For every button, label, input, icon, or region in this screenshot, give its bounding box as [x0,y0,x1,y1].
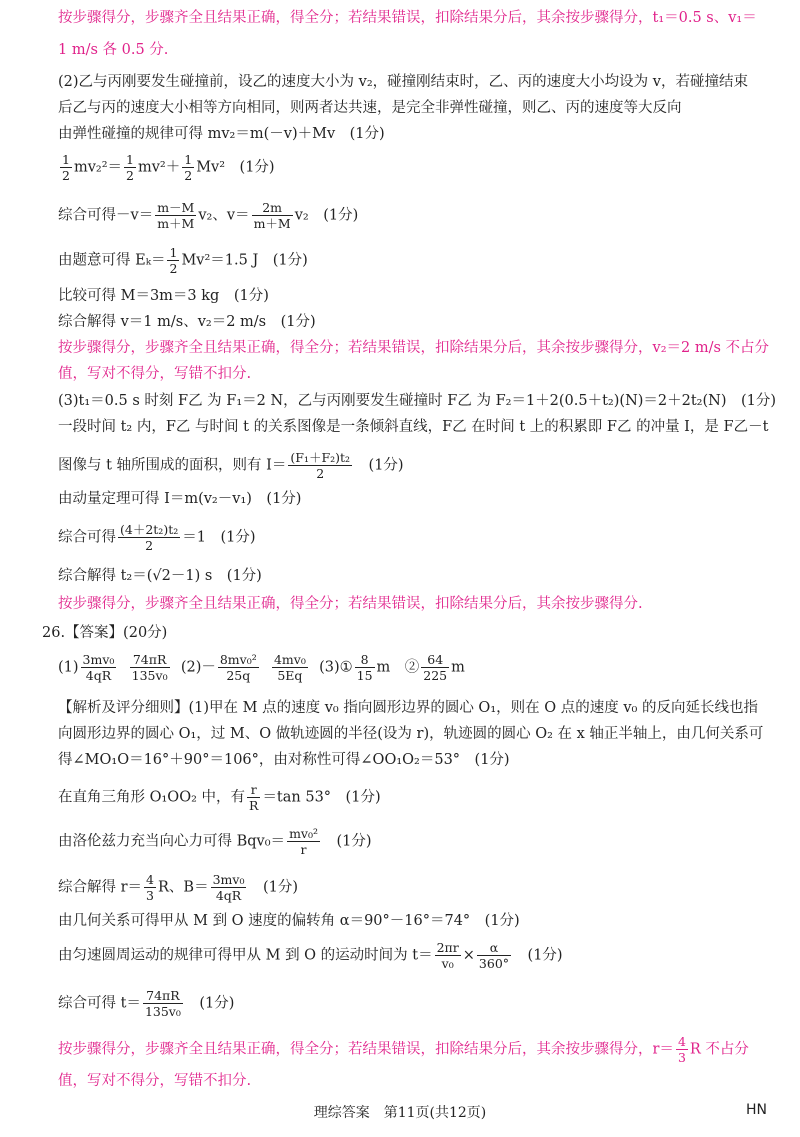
fraction: $\frac{\text{(F₁＋F₂)t₂}}{2}$ [290,450,351,481]
fraction: $\frac{\text{3mv₀}}{4qR}$ [212,872,245,903]
fraction: $\frac{74\pi R}{\text{135v₀}}$ [131,652,168,683]
scoring-note-4: 按步骤得分，步骤齐全且结果正确，得全分；若结果错误，扣除结果分后，其余按步骤得分，r＝ $\frac{4}{3}$ R 不占分 [58,1034,749,1065]
fraction: $\frac{r}{R}$ [249,782,259,813]
part2-intro: (2)乙与丙刚要发生碰撞前，设乙的速度大小为 v₂，碰撞刚结束时，乙、丙的速度大小均设为 v，若碰撞结束 [58,74,748,90]
scoring-note-2-cont: 值，写对不得分，写错不扣分. [58,366,252,382]
fraction: $\frac{4}{3}$ [146,872,154,903]
fraction: $\frac{\text{4mv₀}}{5Eq}$ [273,652,306,683]
fraction: $\frac{64}{225}$ [423,652,448,683]
scoring-note-1: 按步骤得分，步骤齐全且结果正确，得全分；若结果错误，扣除结果分后，其余按步骤得分，t₁＝0.5 s、v₁＝ [58,10,757,26]
fraction: $\frac{1}{2}$ [169,245,178,276]
lorentz-force-equation: 由洛伦兹力充当向心力可得 Bqv₀＝ $\frac{\text{mv₀²}}{r}$ (1分) [58,826,372,857]
fraction: $\frac{74\pi R}{\text{135v₀}}$ [144,988,181,1019]
velocity-result: 综合解得 v＝1 m/s、v₂＝2 m/s (1分) [58,314,316,330]
deflection-angle: 由几何关系可得甲从 M 到 O 速度的偏转角 α＝90°－16°＝74° (1分) [58,913,520,929]
kinetic-energy-equation: 由题意可得 Eₖ＝ $\frac{1}{2}$ Mv²＝1.5 J (1分) [58,245,308,276]
energy-equation: $\frac{1}{2}$ mv₂²＝ $\frac{1}{2}$ mv²＋ $\frac{1}{2}$ Mv² (1分) [62,152,275,183]
time-result: 综合可得 t＝ $\frac{74\pi R}{\text{135v₀}}$ (1分) [58,988,235,1019]
q26-answers: (1) $\frac{\text{3mv₀}}{4qR}$ $\frac{74\pi R}{\text{135v₀}}$ (2)－ $\frac{\text{8mv₀²}}{25q}$ $\frac{\text{4mv₀}}{5Eq}$ (3)① $\frac{8}{15}$ m ② $\frac{64}{225}$ m [58,652,465,683]
fraction: $\frac{\text{(4＋2t₂)t₂}}{2}$ [120,522,179,553]
fraction: $\frac{4}{3}$ [677,1034,686,1065]
combined-velocity-equation: 综合可得－v＝ $\frac{m-M}{m+M}$ v₂、v＝ $\frac{2m}{m+M}$ v₂ (1分) [58,200,359,231]
analysis-line-1: 【解析及评分细则】(1)甲在 M 点的速度 v₀ 指向圆形边界的圆心 O₁，则在 O 点的速度 v₀ 的反向延长线也指 [58,700,758,716]
region-code: HN [746,1102,767,1118]
momentum-equation: 由弹性碰撞的规律可得 mv₂＝m(－v)＋Mv (1分) [58,126,385,142]
right-triangle-equation: 在直角三角形 O₁OO₂ 中，有 $\frac{r}{R}$ ＝tan 53° (1分) [58,782,381,813]
page-footer: 理综答案 第11页(共12页) [313,1105,487,1121]
fraction: $\frac{2m}{m+M}$ [253,200,291,231]
fraction: $\frac{\text{3mv₀}}{4qR}$ [82,652,115,683]
analysis-line-3: 得∠MO₁O＝16°＋90°＝106°，由对称性可得∠OO₁O₂＝53° (1分) [58,752,510,768]
fraction: $\frac{\alpha}{360^\circ}$ [478,940,510,971]
part3-impulse: 一段时间 t₂ 内，F乙 与时间 t 的关系图像是一条倾斜直线，F乙 在时间 t 上的积累即 F乙 的冲量 I，是 F乙－t [58,419,769,435]
scoring-note-2: 按步骤得分，步骤齐全且结果正确，得全分；若结果错误，扣除结果分后，其余按步骤得分，v₂＝2 m/s 不占分 [58,340,770,356]
scoring-note-4-cont: 值，写对不得分，写错不扣分. [58,1073,252,1089]
fraction: $\frac{8}{15}$ [356,652,373,683]
fraction: $\frac{2\pi r}{\text{v₀}}$ [436,940,459,971]
motion-time-equation: 由匀速圆周运动的规律可得甲从 M 到 O 的运动时间为 t＝ $\frac{2\pi r}{\text{v₀}}$ × $\frac{\alpha}{360^\circ}$ (1分) [58,940,563,971]
fraction: $\frac{1}{2}$ [62,152,70,183]
fraction: $\frac{1}{2}$ [126,152,134,183]
impulse-area-equation: 图像与 t 轴所围成的面积，则有 I＝ $\frac{\text{(F₁＋F₂)t₂}}{2}$ (1分) [58,450,404,481]
t2-result: 综合解得 t₂＝(√2－1) s (1分) [58,568,262,584]
fraction: $\frac{1}{2}$ [184,152,193,183]
fraction: $\frac{m-M}{m+M}$ [157,200,195,231]
scoring-note-3: 按步骤得分，步骤齐全且结果正确，得全分；若结果错误，扣除结果分后，其余按步骤得分. [58,596,643,612]
radius-field-result: 综合解得 r＝ $\frac{4}{3}$ R、B＝ $\frac{\text{3mv₀}}{4qR}$ (1分) [58,872,299,903]
fraction: $\frac{\text{mv₀²}}{r}$ [289,826,318,857]
analysis-line-2: 向圆形边界的圆心 O₁，过 M、O 做轨迹圆的半径(设为 r)，轨迹圆的圆心 O₂ 在 x 轴正半轴上，由几何关系可 [58,726,764,742]
fraction: $\frac{\text{8mv₀²}}{25q}$ [219,652,257,683]
q26-answer-heading: 26.【答案】(20分) [42,625,168,641]
combined-t2-equation: 综合可得 $\frac{\text{(4＋2t₂)t₂}}{2}$ ＝1 (1分) [58,522,256,553]
momentum-theorem: 由动量定理可得 I＝m(v₂－v₁) (1分) [58,491,302,507]
part2-intro-cont: 后乙与丙的速度大小相等方向相同，则两者达共速，是完全非弹性碰撞，则乙、丙的速度等大反向 [58,100,682,116]
mass-result: 比较可得 M＝3m＝3 kg (1分) [58,288,269,304]
part3-forces: (3)t₁＝0.5 s 时刻 F乙 为 F₁＝2 N，乙与丙刚要发生碰撞时 F乙 为 F₂＝1＋2(0.5＋t₂)(N)＝2＋2t₂(N) (1分) [58,393,777,409]
scoring-note-1-cont: 1 m/s 各 0.5 分. [58,42,169,58]
